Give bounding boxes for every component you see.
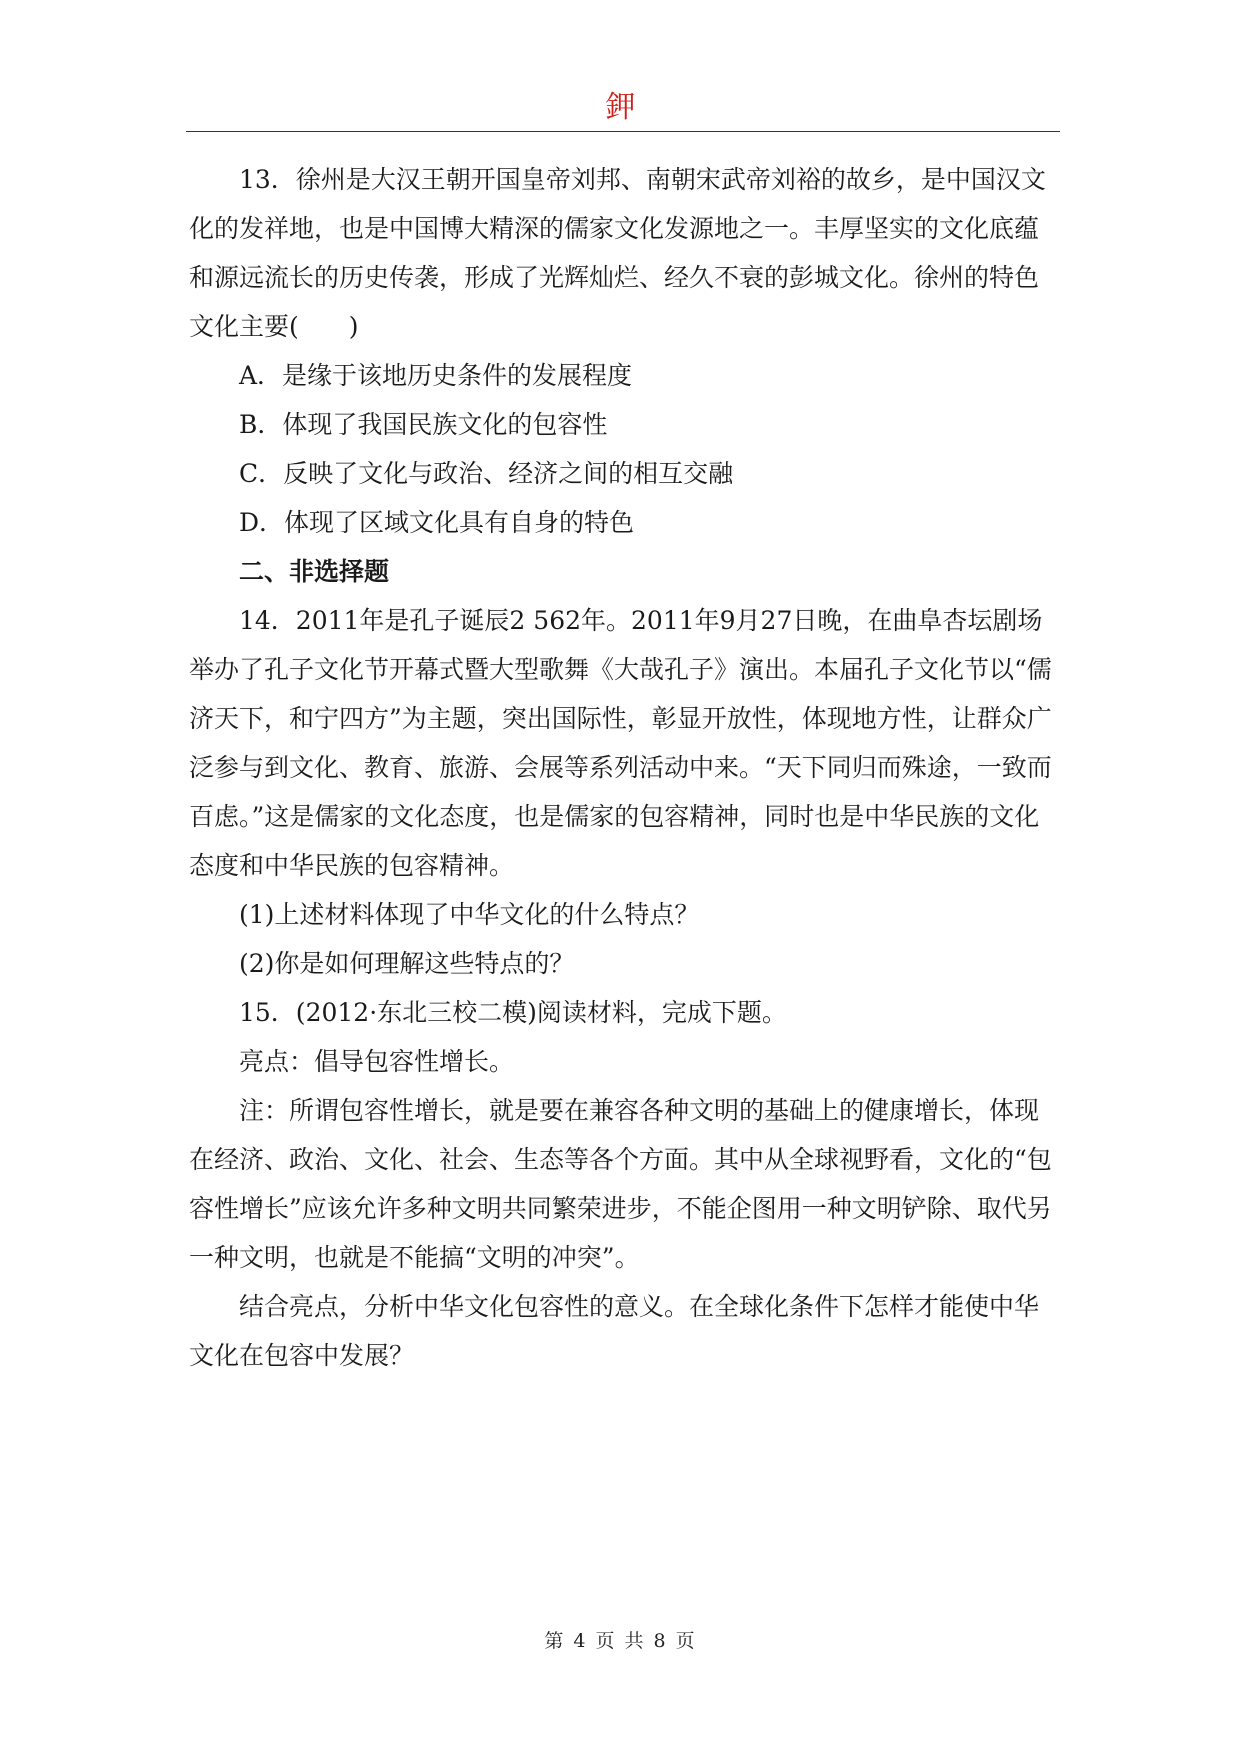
- question-13-option-d: D．体现了区域文化具有自身的特色: [239, 508, 635, 537]
- section-heading: 二、非选择题: [239, 557, 390, 586]
- question-13-option-c: C．反映了文化与政治、经济之间的相互交融: [239, 459, 734, 488]
- question-13-option-b: B．体现了我国民族文化的包容性: [239, 410, 608, 439]
- question-15-highlight: 亮点：倡导包容性增长。: [239, 1047, 515, 1076]
- page-content: [189, 155, 1057, 1380]
- header-mark: 鉀: [605, 90, 636, 125]
- question-15-question: 结合亮点，分析中华文化包容性的意义。在全球化条件下怎样才能使中华文化在包容中发展？: [189, 1292, 1040, 1370]
- question-13-stem: 13．徐州是大汉王朝开国皇帝刘邦、南朝宋武帝刘裕的故乡，是中国汉文化的发祥地，也是中国博大精深的儒家文化发源地之一。丰厚坚实的文化底蕴和源远流长的历史传袭，形成了光辉灿烂、经久不衰的彭城文化。徐州的特色文化主要( ): [189, 165, 1046, 341]
- question-15-intro: 15．(2012·东北三校二模)阅读材料，完成下题。: [239, 998, 787, 1027]
- question-15-note: 注：所谓包容性增长，就是要在兼容各种文明的基础上的健康增长，体现在经济、政治、文化、社会、生态等各个方面。其中从全球视野看，文化的“包容性增长”应该允许多种文明共同繁荣进步，不能企图用一种文明铲除、取代另一种文明，也就是不能搞“文明的冲突”。: [189, 1096, 1052, 1272]
- header-rule: [186, 131, 1060, 132]
- question-14-sub-1: (1)上述材料体现了中华文化的什么特点？: [239, 900, 700, 929]
- question-14-sub-2: (2)你是如何理解这些特点的？: [239, 949, 575, 978]
- question-14-material: 14．2011年是孔子诞辰2 562年。2011年9月27日晚，在曲阜杏坛剧场举办了孔子文化节开幕式暨大型歌舞《大哉孔子》演出。本届孔子文化节以“儒济天下，和宁四方”为主题，突出国际性，彰显开放性，体现地方性，让群众广泛参与到文化、教育、旅游、会展等系列活动中来。“天下同归而殊途，一致而百虑。”这是儒家的文化态度，也是儒家的包容精神，同时也是中华民族的文化态度和中华民族的包容精神。: [189, 606, 1052, 880]
- question-13-option-a: A．是缘于该地历史条件的发展程度: [239, 361, 633, 390]
- page-footer: 第 4 页 共 8 页: [544, 1630, 697, 1652]
